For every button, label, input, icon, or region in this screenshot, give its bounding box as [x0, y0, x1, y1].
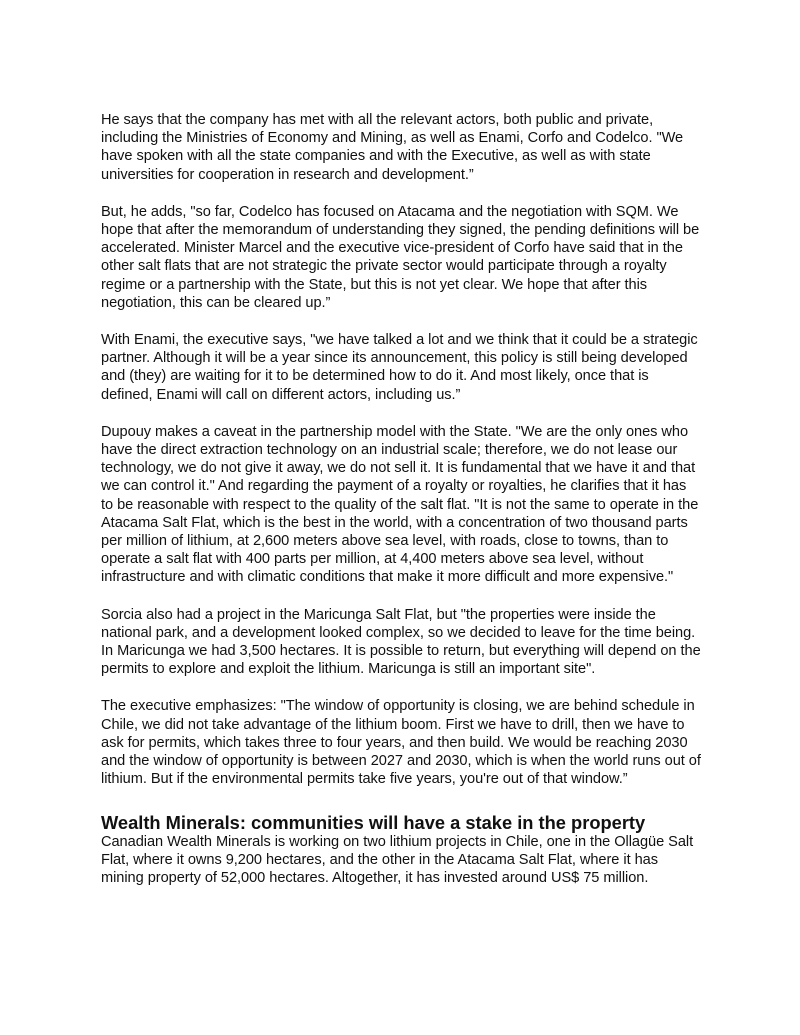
paragraph-maricunga-project: Sorcia also had a project in the Maricunga Salt Flat, but "the properties were inside the national park, and a development looked complex, so we decided to leave for the time being. In Maricunga we had 3,500 hectares. It is possible to return, but everything will depend on the permits to explore and exploit the lithium. Maricunga is still an important site".: [101, 606, 701, 678]
paragraph-wealth-minerals-projects: Canadian Wealth Minerals is working on two lithium projects in Chile, one in the Ollagüe Salt Flat, where it owns 9,200 hectares, and the other in the Atacama Salt Flat, where it has mining property of 52,000 hectares. Altogether, it has invested around US$ 75 million.: [101, 833, 694, 886]
paragraph-enami-partner: With Enami, the executive says, "we have talked a lot and we think that it could be a strategic partner. Although it will be a year since its announcement, this policy is still being developed and (they) are waiting for it to be determined how to do it. And most likely, once that is defined, Enami will call on different actors, including us.”: [101, 332, 698, 403]
article-body: [101, 111, 701, 887]
paragraph-window-of-opportunity: The executive emphasizes: "The window of opportunity is closing, we are behind schedule in Chile, we did not take advantage of the lithium boom. First we have to drill, then we have to ask for permits, which takes three to four years, and then build. We would be reaching 2030 and the window of opportunity is between 2027 and 2030, which is when the world runs out of lithium. But if the environmental permits take five years, you're out of that window.”: [101, 698, 701, 788]
paragraph-ministries-meetings: He says that the company has met with all the relevant actors, both public and private, including the Ministries of Economy and Mining, as well as Enami, Corfo and Codelco. "We have spoken with all the state companies and with the Executive, as well as with state universities for cooperation in research and development.”: [101, 112, 684, 183]
section-heading-wealth-minerals: Wealth Minerals: communities will have a stake in the property: [101, 811, 646, 833]
paragraph-codelco-negotiation: But, he adds, "so far, Codelco has focused on Atacama and the negotiation with SQM. We hope that after the memorandum of understanding they signed, the pending definitions will be accelerated. Minister Marcel and the executive vice-president of Corfo have said that in the other salt flats that are not strategic the private sector would participate through a royalty regime or a partnership with the State, but this is not yet clear. We hope that after this negotiation, this can be cleared up.”: [101, 203, 700, 311]
paragraph-partnership-caveat: Dupouy makes a caveat in the partnership model with the State. "We are the only ones who have the direct extraction technology on an industrial scale; therefore, we do not lease our technology, we do not give it away, we do not sell it. It is fundamental that we have it and that we can control it." And regarding the payment of a royalty or royalties, he clarifies that it has to be reasonable with respect to the quality of the salt flat. "It is not the same to operate in the Atacama Salt Flat, which is the best in the world, with a concentration of two thousand parts per million of lithium, at 2,600 meters above sea level, with roads, close to towns, than to operate a salt flat with 400 parts per million, at 4,400 meters above sea level, without infrastructure and with climatic conditions that make it more difficult and more expensive.": [101, 423, 699, 586]
